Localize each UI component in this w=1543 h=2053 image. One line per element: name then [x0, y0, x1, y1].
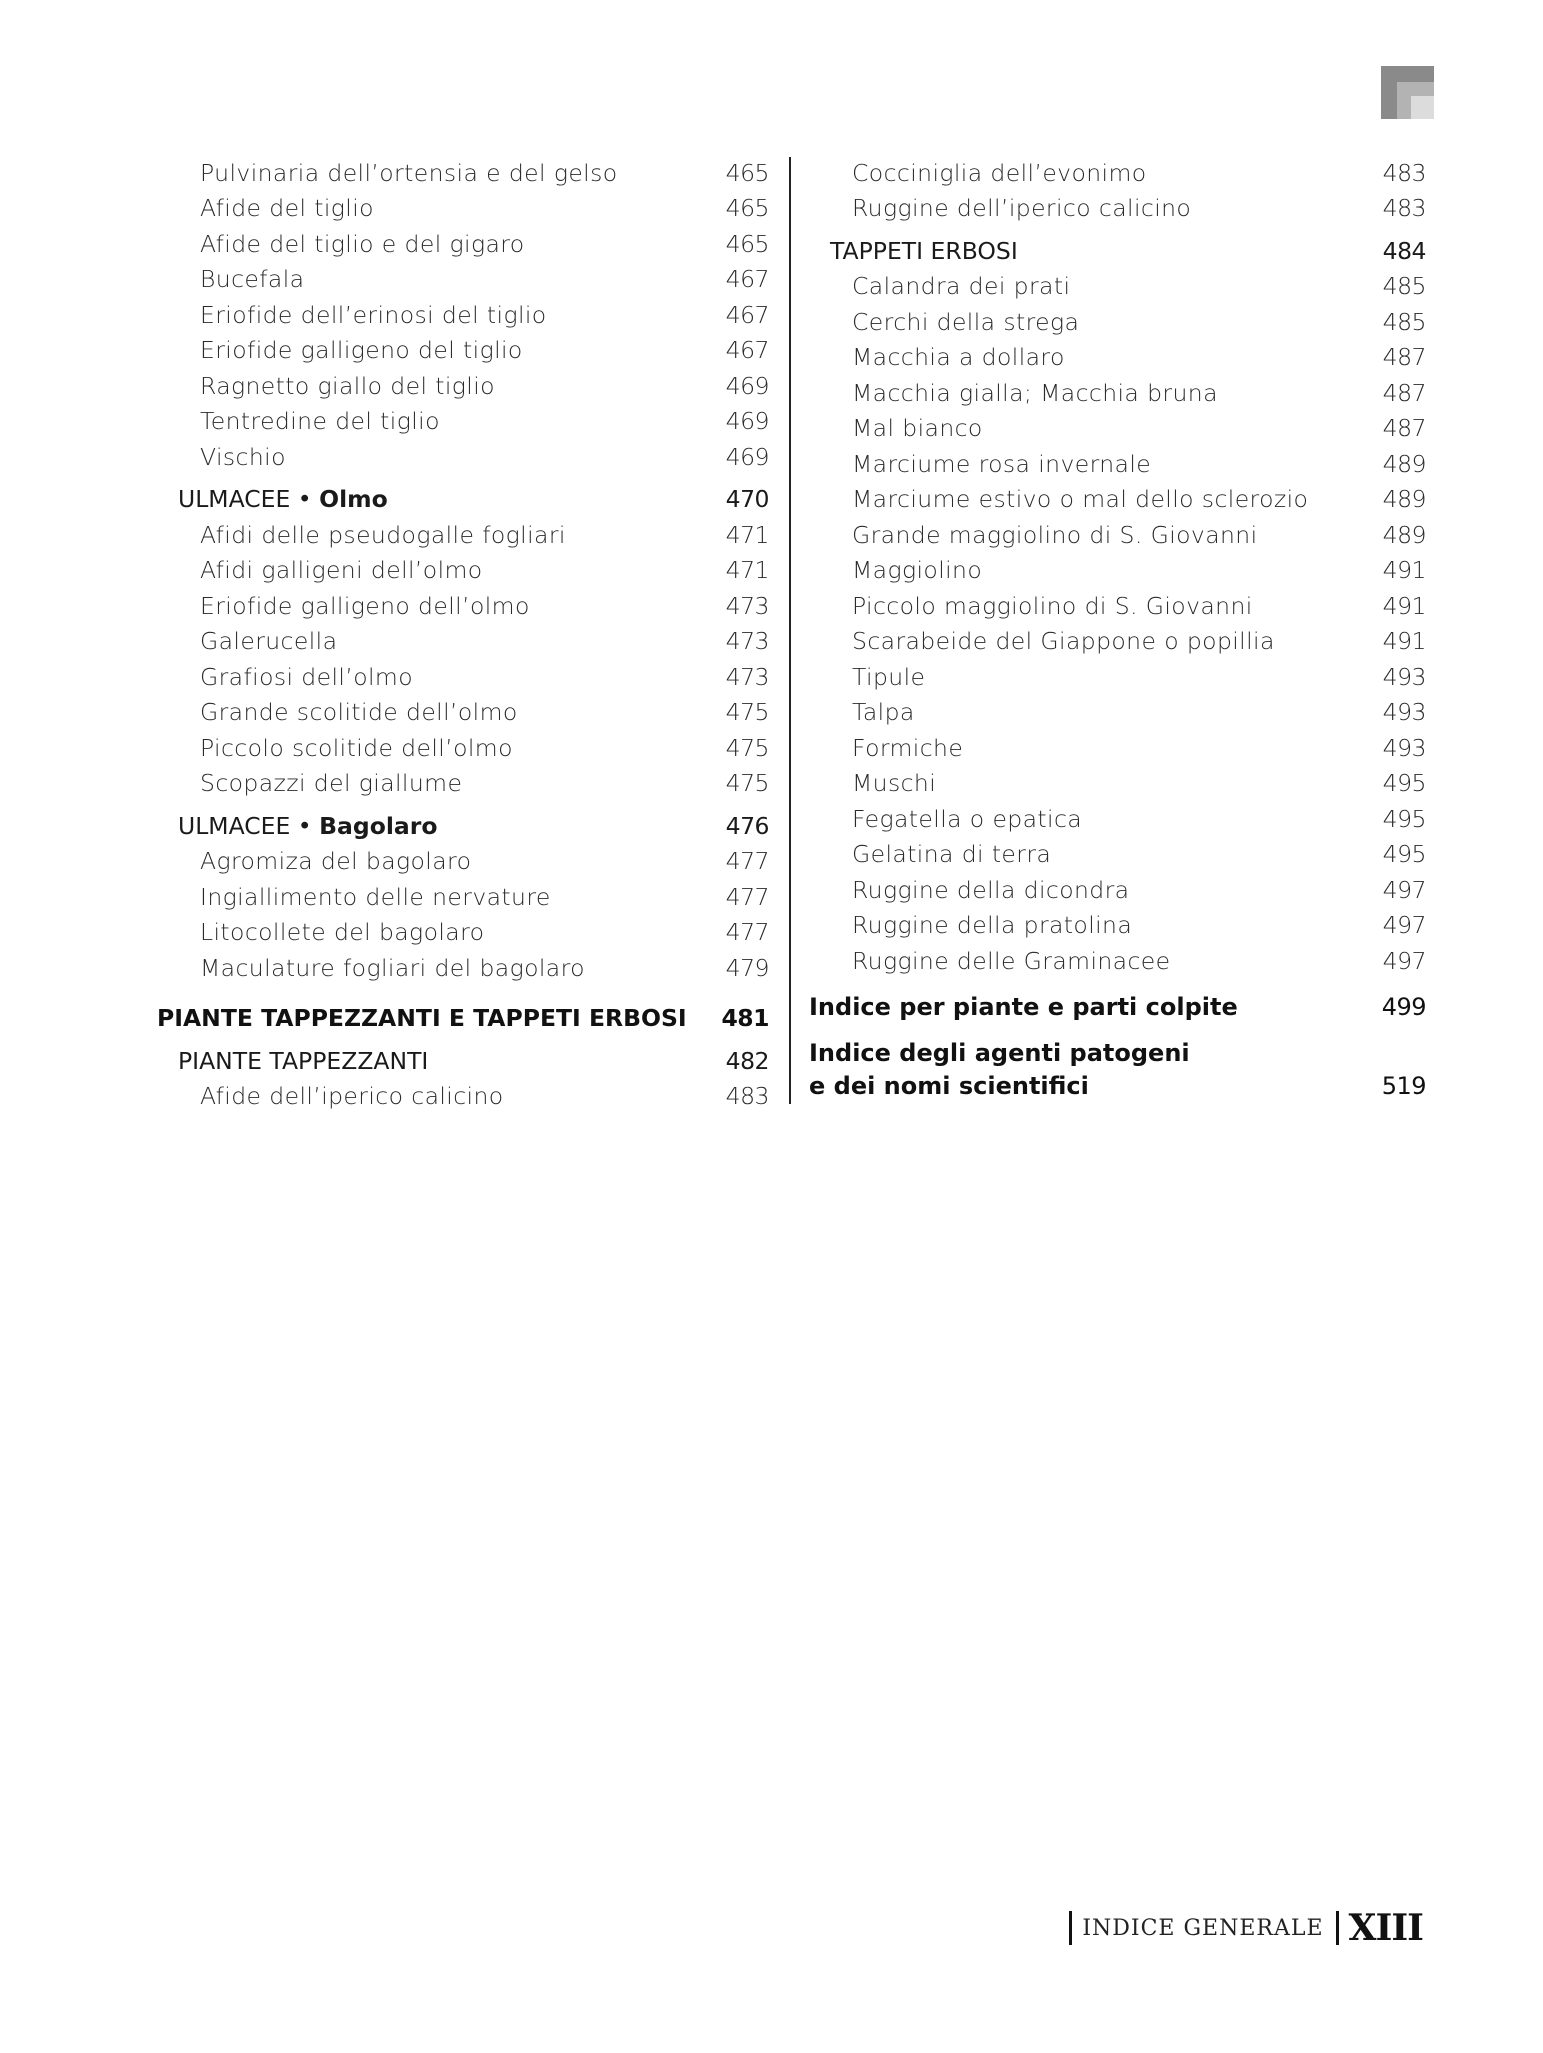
toc-entry-title: Bucefala: [200, 265, 305, 293]
toc-plant-label: Olmo: [319, 485, 388, 513]
toc-entry-title: Gelatina di terra: [852, 840, 1052, 868]
toc-entry-row[interactable]: [157, 435, 769, 471]
toc-entry-title: Macchia gialla; Macchia bruna: [852, 378, 1218, 407]
toc-entry-row[interactable]: [157, 364, 769, 400]
toc-entry-row[interactable]: [809, 478, 1426, 514]
toc-entry-row[interactable]: [809, 371, 1426, 407]
toc-entry-title: Calandra dei prati: [852, 272, 1071, 300]
toc-entry-title: Mal bianco: [852, 414, 983, 442]
toc-entry-title: Grafiosi dell’olmo: [200, 662, 413, 691]
toc-entry-title: Maculature fogliari del bagolaro: [200, 953, 585, 982]
toc-page-number: 471: [725, 556, 769, 584]
toc-page-number: 493: [1382, 698, 1426, 726]
toc-entry-title: Marciume estivo o mal dello sclerozio: [852, 485, 1309, 513]
corner-decoration: [1381, 66, 1434, 119]
toc-entry-row[interactable]: [809, 442, 1426, 478]
toc-entry-title: Tipule: [852, 662, 926, 691]
index-entry-row: [809, 990, 1426, 1021]
toc-family-label: ULMACEE •: [178, 485, 320, 513]
toc-entry-title: Ingiallimento delle nervature: [200, 882, 551, 911]
toc-entry-title: Formiche: [852, 733, 964, 762]
toc-entry-row[interactable]: [157, 946, 769, 982]
toc-page-number: 493: [1382, 733, 1426, 762]
toc-page-number: 467: [725, 336, 769, 364]
toc-page-number: 469: [725, 407, 769, 435]
toc-entry-title: Grande scolitide dell’olmo: [200, 698, 518, 726]
toc-page-number: 491: [1382, 556, 1426, 584]
toc-entry-row[interactable]: [157, 513, 769, 549]
toc-section-row[interactable]: [157, 997, 769, 1033]
toc-page-number: 485: [1382, 307, 1426, 336]
toc-page-number: 465: [725, 229, 769, 258]
toc-page-number: 491: [1382, 627, 1426, 655]
toc-page-number: 489: [1382, 449, 1426, 478]
toc-entry-row[interactable]: [809, 904, 1426, 940]
index-page-number: 519: [1381, 1071, 1426, 1100]
toc-entry-row[interactable]: [809, 513, 1426, 549]
toc-page-number: 495: [1382, 769, 1426, 797]
toc-entry-title: Marciume rosa invernale: [852, 449, 1152, 478]
toc-entry-title: Macchia a dollaro: [852, 343, 1065, 371]
toc-page-number: 489: [1382, 485, 1426, 513]
toc-entry-title: Ruggine delle Graminacee: [852, 946, 1171, 975]
toc-page-number: 487: [1382, 343, 1426, 371]
toc-entry-row[interactable]: [157, 620, 769, 656]
toc-page-number: 495: [1382, 804, 1426, 833]
toc-page-number: 487: [1382, 414, 1426, 442]
toc-entry-row[interactable]: [157, 762, 769, 798]
toc-entry-row[interactable]: [809, 797, 1426, 833]
toc-entry-title: Talpa: [852, 698, 915, 726]
toc-entry-row[interactable]: [157, 1075, 769, 1111]
toc-entry-row[interactable]: [157, 222, 769, 258]
toc-entry-row[interactable]: [157, 258, 769, 294]
index-entry-title: Indice per piante e parti colpite: [809, 992, 1238, 1021]
index-page-number: 499: [1381, 992, 1426, 1021]
toc-page-number: 477: [725, 918, 769, 946]
toc-entry-row[interactable]: [809, 939, 1426, 975]
toc-entry-row[interactable]: [157, 584, 769, 620]
toc-entry-row[interactable]: [809, 726, 1426, 762]
index-reference-entry[interactable]: [809, 1038, 1426, 1100]
toc-entry-row[interactable]: [809, 265, 1426, 301]
toc-entry-row[interactable]: [157, 726, 769, 762]
toc-entry-title: Cerchi della strega: [852, 307, 1080, 336]
toc-page-number: 483: [1382, 158, 1426, 187]
toc-entry-title: Muschi: [852, 769, 937, 797]
toc-page-number: 485: [1382, 272, 1426, 300]
toc-entry-row[interactable]: [157, 549, 769, 585]
toc-entry-title: Agromiza del bagolaro: [200, 847, 472, 875]
toc-entry-row[interactable]: [809, 336, 1426, 372]
page-number: XIII: [1348, 1907, 1423, 1949]
toc-right-column: [809, 151, 1426, 1100]
toc-family-label: PIANTE TAPPEZZANTI: [178, 1046, 429, 1075]
toc-entry-title: [157, 485, 726, 513]
toc-entry-row[interactable]: [809, 620, 1426, 656]
toc-entry-row[interactable]: [157, 187, 769, 223]
toc-entry-row[interactable]: [157, 840, 769, 876]
toc-page-number: 489: [1382, 520, 1426, 549]
toc-page-number: 497: [1382, 875, 1426, 904]
toc-entry-title: Ruggine dell’iperico calicino: [852, 194, 1192, 222]
toc-entry-row[interactable]: [809, 691, 1426, 727]
toc-entry-row[interactable]: [157, 329, 769, 365]
toc-page-number: 473: [725, 662, 769, 691]
toc-page-number: 465: [725, 194, 769, 222]
toc-entry-title: Galerucella: [200, 627, 338, 655]
toc-entry-title: Ragnetto giallo del tiglio: [200, 371, 495, 400]
toc-entry-row[interactable]: [809, 300, 1426, 336]
toc-entry-title: Afide del tiglio e del gigaro: [200, 229, 525, 258]
toc-page-number: 493: [1382, 662, 1426, 691]
toc-page-number: 475: [725, 769, 769, 797]
toc-left-column: [157, 151, 769, 1110]
toc-entry-title: Pulvinaria dell’ortensia e del gelso: [200, 158, 618, 187]
toc-entry-row[interactable]: [157, 875, 769, 911]
toc-page-number: 477: [725, 847, 769, 875]
toc-entry-title: [809, 237, 1383, 265]
toc-page-number: 497: [1382, 946, 1426, 975]
toc-page-number: 469: [725, 371, 769, 400]
toc-page-number: 473: [725, 591, 769, 620]
toc-page-number: 467: [725, 300, 769, 329]
toc-page-number: 476: [725, 811, 769, 840]
toc-entry-title: Scarabeide del Giappone o popillia: [852, 627, 1275, 655]
toc-entry-title: [157, 812, 726, 840]
toc-page-number: 469: [725, 442, 769, 471]
toc-entry-title: Afidi delle pseudogalle fogliari: [200, 520, 566, 549]
toc-entry-title: [157, 1047, 726, 1075]
toc-sub-row[interactable]: [809, 229, 1426, 265]
toc-entry-title: Scopazzi del giallume: [200, 769, 463, 797]
toc-entry-title: Eriofide galligeno dell’olmo: [200, 591, 530, 620]
toc-entry-title: Vischio: [200, 442, 286, 471]
toc-page-number: 482: [725, 1046, 769, 1075]
toc-page-number: 470: [725, 485, 769, 513]
column-divider: [789, 157, 791, 1104]
toc-entry-title: Litocollete del bagolaro: [200, 918, 485, 946]
toc-sub-row[interactable]: [157, 804, 769, 840]
toc-entry-title: Afide dell’iperico calicino: [200, 1082, 504, 1110]
toc-entry-row[interactable]: [157, 400, 769, 436]
toc-page-number: 475: [725, 698, 769, 726]
toc-entry-row[interactable]: [809, 833, 1426, 869]
toc-page-number: 471: [725, 520, 769, 549]
toc-entry-row[interactable]: [809, 549, 1426, 585]
toc-entry-row[interactable]: [809, 187, 1426, 223]
toc-page-number: 483: [1382, 194, 1426, 222]
toc-entry-row[interactable]: [809, 655, 1426, 691]
toc-page-number: 487: [1382, 378, 1426, 407]
toc-entry-row[interactable]: [809, 762, 1426, 798]
toc-entry-title: Afide del tiglio: [200, 194, 374, 222]
index-entry-title: e dei nomi scientifici: [809, 1071, 1089, 1100]
toc-entry-title: Grande maggiolino di S. Giovanni: [852, 520, 1258, 549]
toc-page-number: 483: [725, 1082, 769, 1110]
toc-page-number: 495: [1382, 840, 1426, 868]
toc-page-number: 484: [1382, 236, 1426, 265]
index-entry-title-line: Indice degli agenti patogeni: [809, 1038, 1190, 1067]
toc-entry-row[interactable]: [157, 151, 769, 187]
toc-entry-title: Ruggine della pratolina: [852, 911, 1133, 939]
toc-entry-row[interactable]: [157, 911, 769, 947]
toc-page-number: 481: [721, 1004, 769, 1032]
toc-plant-label: Bagolaro: [319, 811, 438, 840]
toc-page-number: 491: [1382, 591, 1426, 620]
toc-entry-row[interactable]: [809, 151, 1426, 187]
toc-page-number: 475: [725, 733, 769, 762]
toc-entry-title: Ruggine della dicondra: [852, 875, 1130, 904]
toc-entry-row[interactable]: [809, 407, 1426, 443]
toc-entry-row[interactable]: [157, 655, 769, 691]
index-entry-row: [809, 1069, 1426, 1100]
corner-square-inner: [1411, 96, 1434, 119]
toc-entry-row[interactable]: [157, 293, 769, 329]
toc-family-label: TAPPETI ERBOSI: [830, 236, 1018, 265]
toc-family-label: ULMACEE •: [178, 811, 320, 840]
toc-sub-row[interactable]: [157, 478, 769, 514]
toc-entry-row[interactable]: [157, 691, 769, 727]
footer-section-label: INDICE GENERALE: [1082, 1915, 1324, 1941]
toc-entry-title: Eriofide dell’erinosi del tiglio: [200, 300, 547, 329]
toc-entry-title: Tentredine del tiglio: [200, 407, 440, 435]
running-footer: [1069, 1908, 1423, 1948]
toc-page-number: 465: [725, 158, 769, 187]
toc-entry-title: Eriofide galligeno del tiglio: [200, 336, 523, 364]
toc-page-number: 477: [725, 882, 769, 911]
toc-page-number: 479: [725, 953, 769, 982]
toc-entry-title: Piccolo maggiolino di S. Giovanni: [852, 591, 1253, 620]
toc-entry-title: Fegatella o epatica: [852, 804, 1083, 833]
toc-entry-row[interactable]: [809, 584, 1426, 620]
toc-page-number: 467: [725, 265, 769, 293]
toc-sub-row[interactable]: [157, 1039, 769, 1075]
toc-entry-title: Cocciniglia dell’evonimo: [852, 158, 1147, 187]
toc-entry-title: PIANTE TAPPEZZANTI E TAPPETI ERBOSI: [157, 1004, 687, 1032]
toc-page-number: 497: [1382, 911, 1426, 939]
index-reference-entry[interactable]: [809, 990, 1426, 1021]
toc-entry-title: Maggiolino: [852, 556, 983, 584]
toc-entry-title: Piccolo scolitide dell’olmo: [200, 733, 513, 762]
toc-page-number: 473: [725, 627, 769, 655]
toc-entry-title: Afidi galligeni dell’olmo: [200, 556, 483, 584]
toc-entry-row[interactable]: [809, 868, 1426, 904]
